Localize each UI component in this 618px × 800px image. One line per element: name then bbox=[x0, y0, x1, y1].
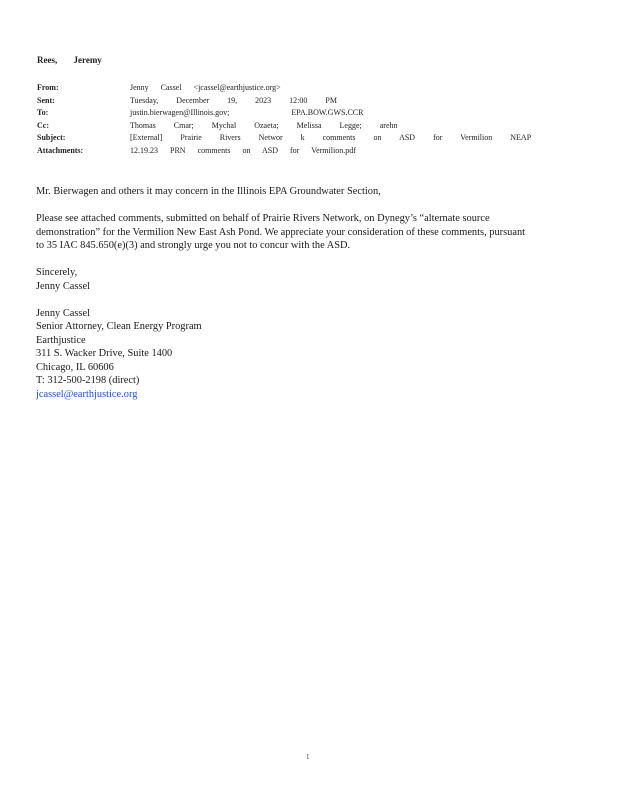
to-value: justin.bierwagen@Illinois.gov; EPA.BOW.GWS.CCR bbox=[130, 108, 364, 117]
signature-title: Senior Attorney, Clean Energy Program bbox=[36, 321, 202, 332]
page-number: 1 bbox=[306, 753, 310, 761]
sender-name: Rees, Jeremy bbox=[37, 55, 102, 65]
sent-value: Tuesday, December 19, 2023 12:00 PM bbox=[130, 95, 337, 105]
closing: Sincerely, bbox=[36, 267, 78, 278]
from-value: Jenny Cassel <jcassel@earthjustice.org> bbox=[130, 83, 281, 92]
closing-name: Jenny Cassel bbox=[36, 280, 90, 292]
paragraph-line: to 35 IAC 845.650(e)(3) and strongly urge you not to concur with the ASD. bbox=[36, 240, 351, 251]
signature-address-1: 311 S. Wacker Drive, Suite 1400 bbox=[36, 348, 173, 359]
cc-label: Cc: bbox=[37, 120, 49, 130]
paragraph-line: Please see attached comments, submitted on behalf of Prairie Rivers Network, on Dynegy’s “alternate source bbox=[36, 213, 490, 224]
paragraph-line: demonstration” for the Vermilion New East Ash Pond. We appreciate your consideration of these comments, pursuant bbox=[36, 226, 526, 238]
signature-name: Jenny Cassel bbox=[36, 307, 90, 319]
attachments-value: 12.19.23 PRN comments on ASD for Vermilion.pdf bbox=[130, 145, 356, 155]
signature-phone: T: 312-500-2198 (direct) bbox=[36, 375, 140, 386]
subject-value: [External] Prairie Rivers Networ k comments on ASD for Vermilion NEAP bbox=[130, 133, 532, 142]
signature-email-link[interactable]: jcassel@earthjustice.org bbox=[36, 388, 138, 400]
signature-address-2: Chicago, IL 60606 bbox=[36, 361, 114, 373]
email-body bbox=[36, 185, 581, 401]
attachments-label: Attachments: bbox=[37, 145, 84, 155]
to-label: To: bbox=[37, 108, 49, 117]
subject-label: Subject: bbox=[37, 133, 66, 142]
sent-label: Sent: bbox=[37, 95, 55, 105]
cc-value: Thomas Cmar; Mychal Ozaeta; Melissa Legge; arehn bbox=[130, 120, 398, 130]
signature-org: Earthjustice bbox=[36, 334, 86, 346]
greeting: Mr. Bierwagen and others it may concern in the Illinois EPA Groundwater Section, bbox=[36, 186, 381, 197]
from-label: From: bbox=[37, 83, 59, 92]
